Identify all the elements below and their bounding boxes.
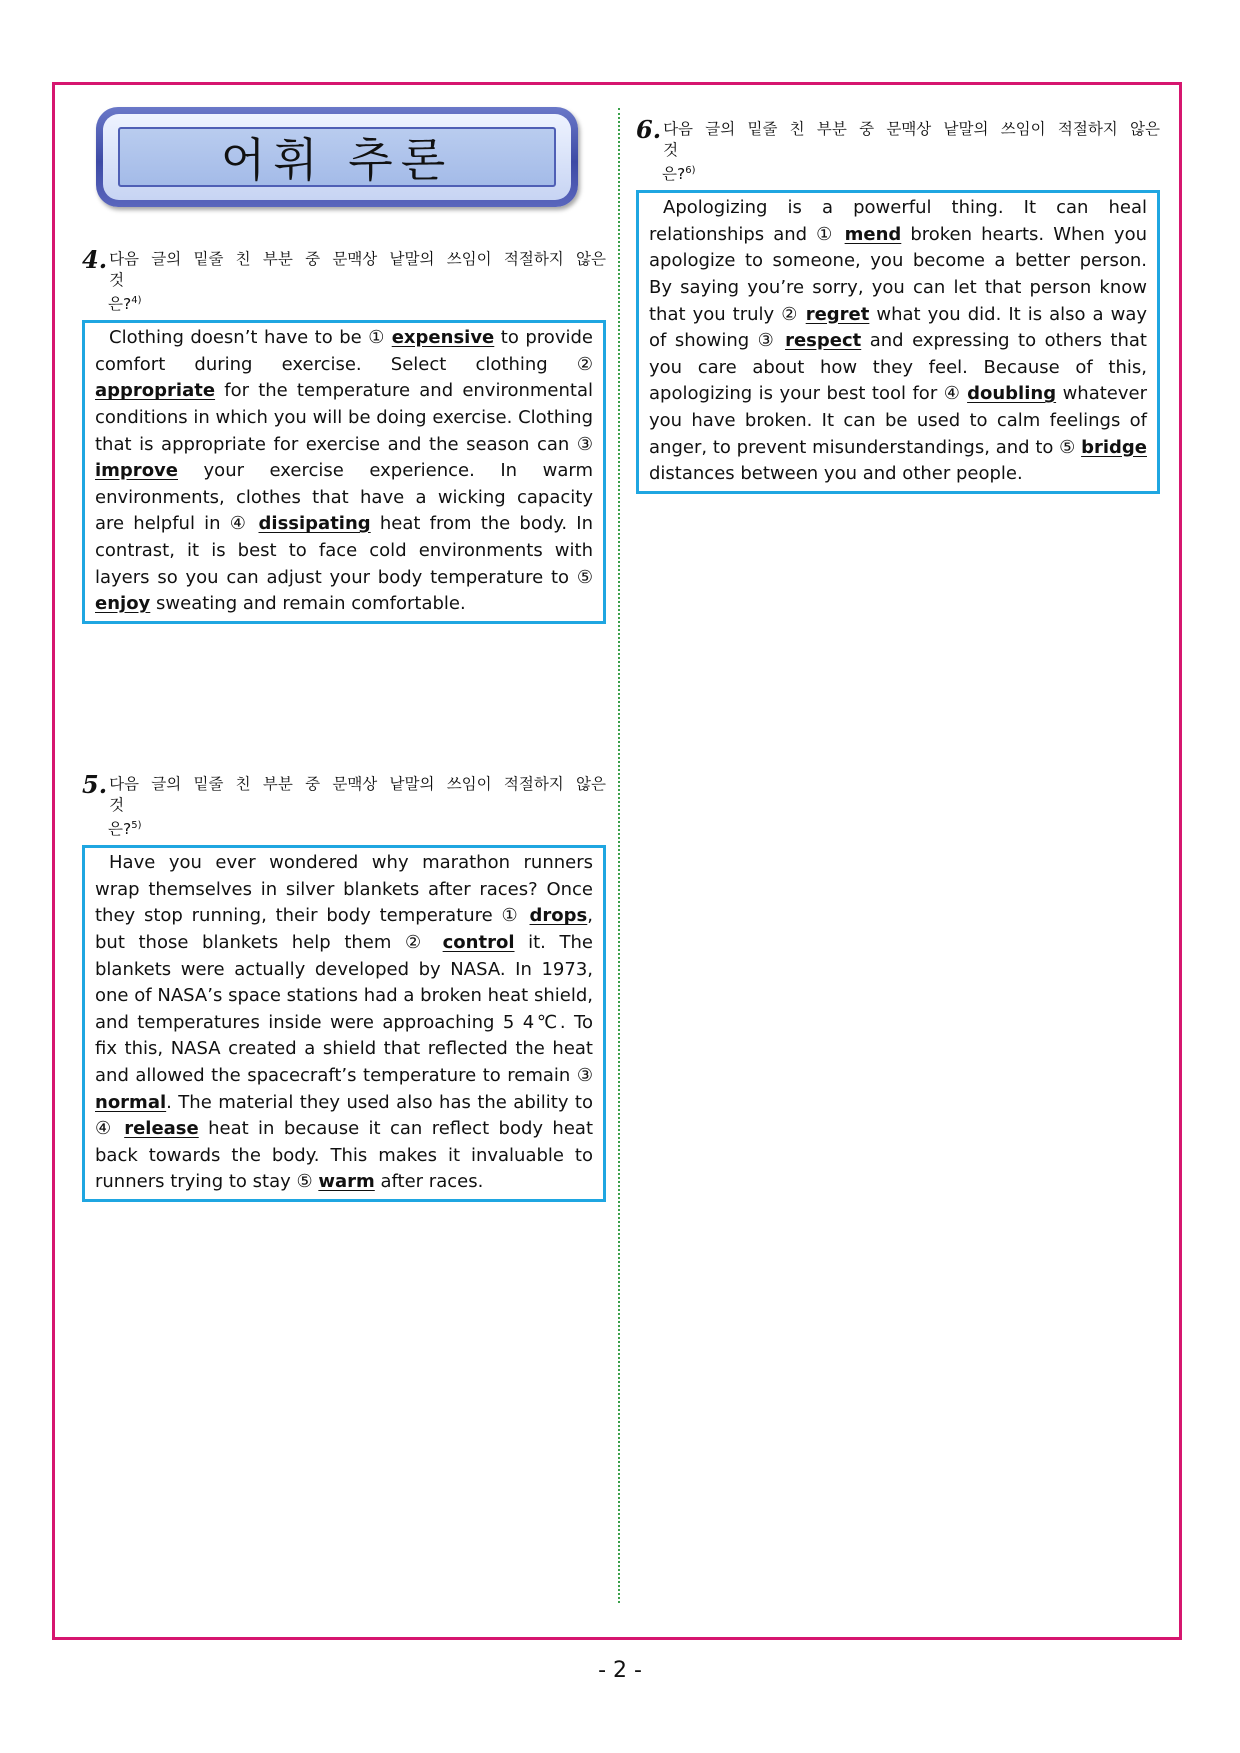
underlined-choice: appropriate xyxy=(95,380,216,402)
passage-text: and expressing to others that you care about how they feel. Because of this, apologizing is your best tool for ④ xyxy=(649,330,1147,405)
question-prompt-continued: 은?$^{6)}$ xyxy=(662,165,696,184)
question-header xyxy=(82,770,606,816)
passage-text: heat in because it can reflect body heat back towards the body. This makes it invaluable to runners trying to stay ⑤ xyxy=(95,1118,593,1193)
underlined-choice: drops xyxy=(529,905,588,927)
underlined-choice: dissipating xyxy=(258,513,371,535)
passage-box xyxy=(82,320,606,624)
passage-text: to provide comfort during exercise. Select clothing ② xyxy=(95,327,593,375)
passage-text: it. The blankets were actually developed by NASA. In 1973, one of NASA’s space stations had a broken heat shield, and temperatures inside were approaching 5 4℃. To fix this, NASA created a shield that reflected the heat and allowed the spacecraft’s temperature to remain ③ xyxy=(95,931,593,1086)
underlined-choice: mend xyxy=(844,223,902,245)
question-header xyxy=(82,245,606,291)
underlined-choice: improve xyxy=(95,460,178,482)
passage-text: Have you ever wondered why marathon runners wrap themselves in silver blankets after races? Once they stop running, their body temperature ① xyxy=(95,852,593,927)
footnote-marker: 5) xyxy=(131,820,142,831)
underlined-choice: bridge xyxy=(1081,436,1147,458)
underlined-choice: release xyxy=(124,1118,199,1140)
passage-text: for the temperature and environmental conditions in which you will be doing exercise. Clothing that is appropriate for exercise and the season can ③ xyxy=(95,380,593,455)
section-title-banner xyxy=(96,107,578,207)
banner-inner xyxy=(118,127,556,187)
question-5 xyxy=(82,770,606,1202)
page-number: - 2 - xyxy=(598,1658,642,1683)
passage-text: , but those blankets help them ② xyxy=(95,905,593,953)
question-6 xyxy=(636,115,1160,494)
question-4 xyxy=(82,245,606,624)
question-prompt-continued: 은?$^{5)}$ xyxy=(108,820,142,839)
underlined-choice: normal xyxy=(95,1091,167,1113)
question-prompt: 다음 글의 밑줄 친 부분 중 문맥상 낱말의 쓰임이 적절하지 않은 것 xyxy=(109,250,606,289)
underlined-choice: regret xyxy=(805,303,870,325)
passage-text: your exercise experience. In warm environments, clothes that have a wicking capacity are helpful in ④ xyxy=(95,460,593,535)
underlined-choice: control xyxy=(442,931,515,953)
column-divider xyxy=(618,108,620,1603)
passage-text: what you did. It is also a way of showing ③ xyxy=(649,303,1148,352)
question-header xyxy=(636,115,1160,161)
passage-text: distances between you and other people. xyxy=(649,463,1023,485)
footnote-marker: 6) xyxy=(685,165,696,176)
passage-text: whatever you have broken. It can be used to calm feelings of anger, to prevent misunderstandings, and to ⑤ xyxy=(649,383,1147,458)
passage-text: heat from the body. In contrast, it is best to face cold environments with layers so you can adjust your body temperature to ⑤ xyxy=(95,513,593,588)
underlined-choice: enjoy xyxy=(95,593,151,615)
underlined-choice: respect xyxy=(785,330,862,352)
passage-box xyxy=(636,190,1160,494)
question-number: 6. xyxy=(636,115,662,144)
question-prompt-continued: 은?$^{4)}$ xyxy=(108,295,142,314)
passage-box xyxy=(82,845,606,1202)
passage-text: broken hearts. When you apologize to someone, you become a better person. By saying you’re sorry, you can let that person know that you truly ② xyxy=(649,223,1147,325)
passage-text: sweating and remain comfortable. xyxy=(150,593,466,615)
passage-text: after races. xyxy=(374,1171,484,1193)
section-title: 어휘 추론 xyxy=(220,133,454,187)
question-number: 4. xyxy=(82,245,108,274)
question-number: 5. xyxy=(82,770,108,799)
footnote-marker: 4) xyxy=(131,295,142,306)
passage-text: Clothing doesn’t have to be ① xyxy=(109,327,392,349)
question-prompt: 다음 글의 밑줄 친 부분 중 문맥상 낱말의 쓰임이 적절하지 않은 것 xyxy=(109,775,606,814)
question-prompt: 다음 글의 밑줄 친 부분 중 문맥상 낱말의 쓰임이 적절하지 않은 것 xyxy=(663,120,1160,159)
passage-text: Apologizing is a powerful thing. It can heal relationships and ① xyxy=(649,197,1147,245)
underlined-choice: expensive xyxy=(391,327,495,349)
underlined-choice: warm xyxy=(318,1171,375,1193)
passage-text: . The material they used also has the ability to ④ xyxy=(95,1091,593,1140)
underlined-choice: doubling xyxy=(967,383,1057,405)
